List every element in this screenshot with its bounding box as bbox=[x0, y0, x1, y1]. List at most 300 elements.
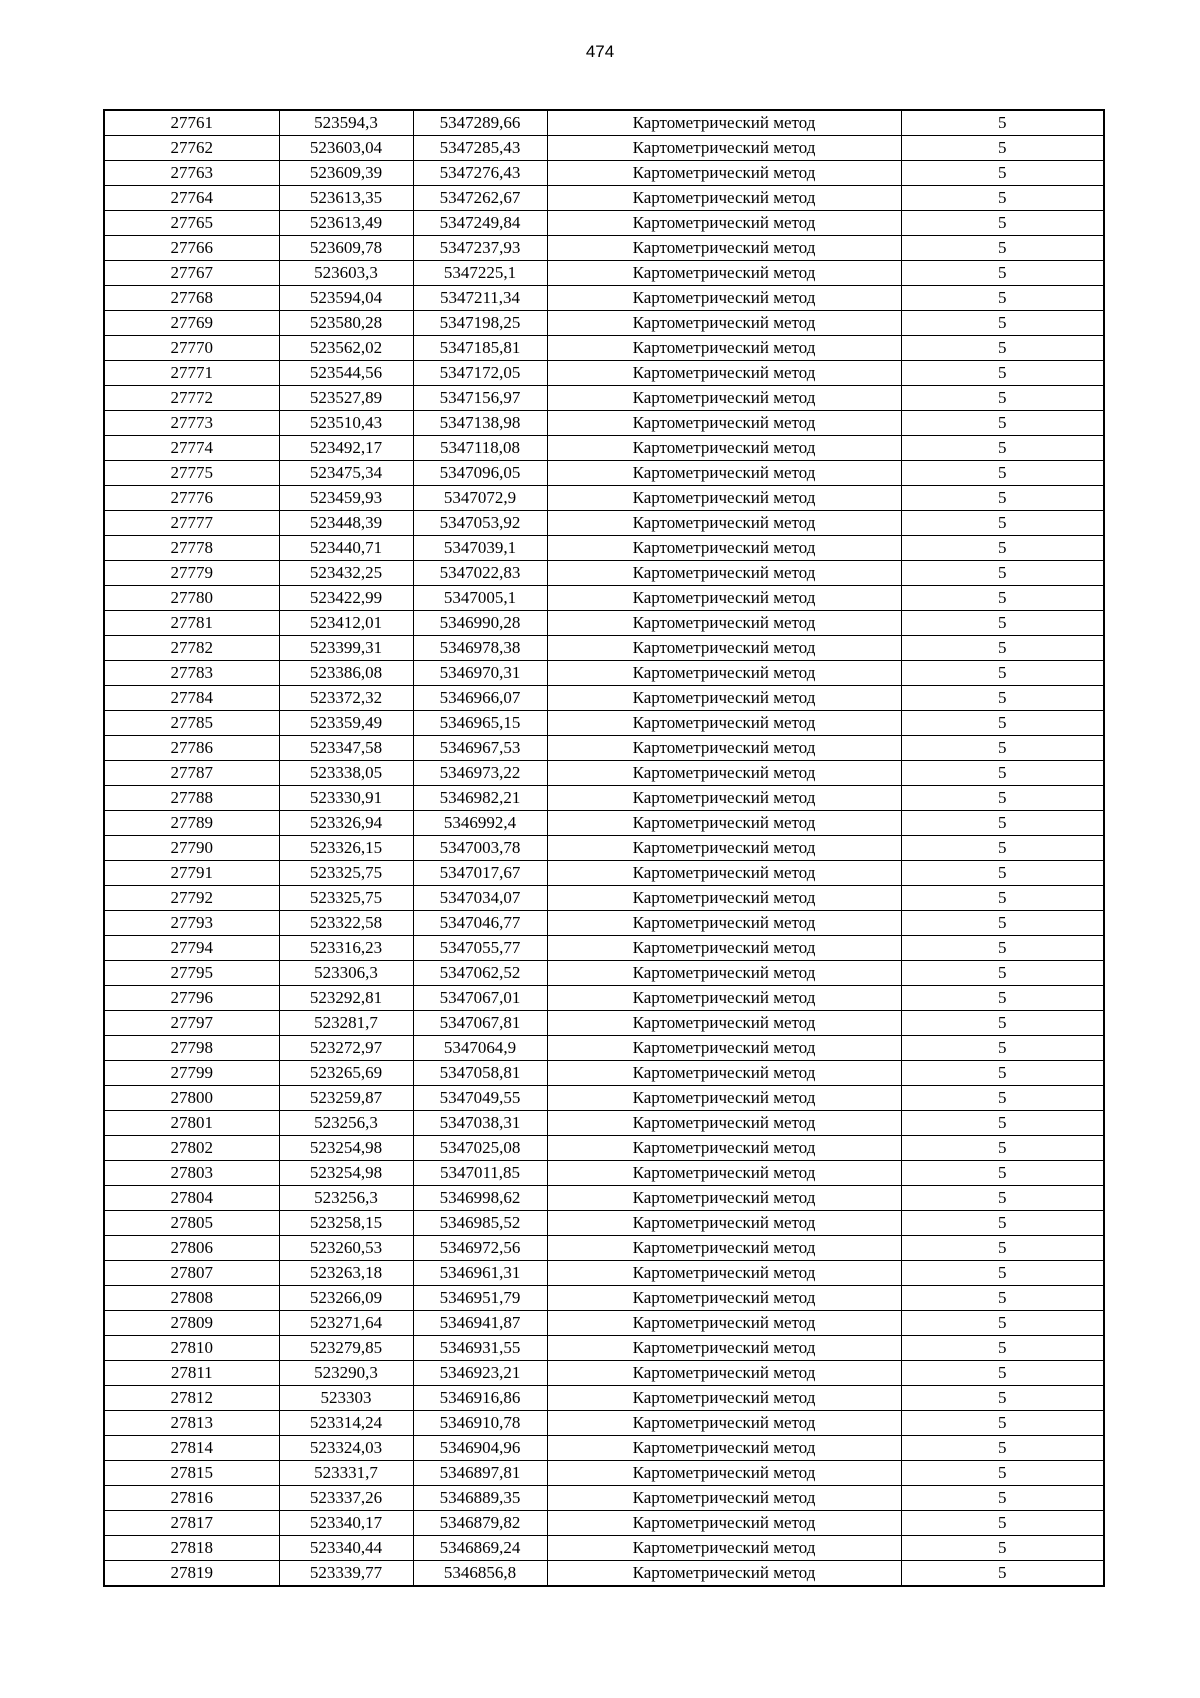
accuracy-cell: 5 bbox=[901, 811, 1104, 836]
point-number-cell: 27781 bbox=[104, 611, 279, 636]
table-row bbox=[104, 1211, 1104, 1236]
table-row bbox=[104, 536, 1104, 561]
point-number-cell: 27788 bbox=[104, 786, 279, 811]
table-row bbox=[104, 711, 1104, 736]
y-coordinate-cell: 5346967,53 bbox=[413, 736, 547, 761]
y-coordinate-cell: 5346910,78 bbox=[413, 1411, 547, 1436]
method-cell: Картометрический метод bbox=[547, 1311, 901, 1336]
table-row bbox=[104, 986, 1104, 1011]
accuracy-cell: 5 bbox=[901, 211, 1104, 236]
accuracy-cell: 5 bbox=[901, 186, 1104, 211]
method-cell: Картометрический метод bbox=[547, 861, 901, 886]
accuracy-cell: 5 bbox=[901, 311, 1104, 336]
table-row bbox=[104, 336, 1104, 361]
accuracy-cell: 5 bbox=[901, 1361, 1104, 1386]
table-row bbox=[104, 1086, 1104, 1111]
x-coordinate-cell: 523306,3 bbox=[279, 961, 413, 986]
point-number-cell: 27819 bbox=[104, 1561, 279, 1587]
method-cell: Картометрический метод bbox=[547, 411, 901, 436]
point-number-cell: 27795 bbox=[104, 961, 279, 986]
x-coordinate-cell: 523492,17 bbox=[279, 436, 413, 461]
x-coordinate-cell: 523325,75 bbox=[279, 886, 413, 911]
y-coordinate-cell: 5347185,81 bbox=[413, 336, 547, 361]
x-coordinate-cell: 523340,44 bbox=[279, 1536, 413, 1561]
table-row bbox=[104, 236, 1104, 261]
table-row bbox=[104, 636, 1104, 661]
accuracy-cell: 5 bbox=[901, 1436, 1104, 1461]
method-cell: Картометрический метод bbox=[547, 386, 901, 411]
point-number-cell: 27797 bbox=[104, 1011, 279, 1036]
accuracy-cell: 5 bbox=[901, 411, 1104, 436]
accuracy-cell: 5 bbox=[901, 436, 1104, 461]
x-coordinate-cell: 523303 bbox=[279, 1386, 413, 1411]
point-number-cell: 27773 bbox=[104, 411, 279, 436]
point-number-cell: 27799 bbox=[104, 1061, 279, 1086]
point-number-cell: 27786 bbox=[104, 736, 279, 761]
x-coordinate-cell: 523527,89 bbox=[279, 386, 413, 411]
table-row bbox=[104, 1036, 1104, 1061]
x-coordinate-cell: 523337,26 bbox=[279, 1486, 413, 1511]
x-coordinate-cell: 523266,09 bbox=[279, 1286, 413, 1311]
table-row bbox=[104, 261, 1104, 286]
y-coordinate-cell: 5347062,52 bbox=[413, 961, 547, 986]
y-coordinate-cell: 5346951,79 bbox=[413, 1286, 547, 1311]
x-coordinate-cell: 523562,02 bbox=[279, 336, 413, 361]
y-coordinate-cell: 5347055,77 bbox=[413, 936, 547, 961]
x-coordinate-cell: 523609,39 bbox=[279, 161, 413, 186]
method-cell: Картометрический метод bbox=[547, 661, 901, 686]
table-row bbox=[104, 786, 1104, 811]
point-number-cell: 27791 bbox=[104, 861, 279, 886]
accuracy-cell: 5 bbox=[901, 361, 1104, 386]
table-row bbox=[104, 461, 1104, 486]
y-coordinate-cell: 5346985,52 bbox=[413, 1211, 547, 1236]
y-coordinate-cell: 5346923,21 bbox=[413, 1361, 547, 1386]
method-cell: Картометрический метод bbox=[547, 1261, 901, 1286]
method-cell: Картометрический метод bbox=[547, 561, 901, 586]
x-coordinate-cell: 523326,15 bbox=[279, 836, 413, 861]
y-coordinate-cell: 5347022,83 bbox=[413, 561, 547, 586]
y-coordinate-cell: 5346992,4 bbox=[413, 811, 547, 836]
table-row bbox=[104, 1111, 1104, 1136]
accuracy-cell: 5 bbox=[901, 961, 1104, 986]
method-cell: Картометрический метод bbox=[547, 761, 901, 786]
table-row bbox=[104, 1461, 1104, 1486]
method-cell: Картометрический метод bbox=[547, 711, 901, 736]
y-coordinate-cell: 5346973,22 bbox=[413, 761, 547, 786]
table-row bbox=[104, 811, 1104, 836]
point-number-cell: 27763 bbox=[104, 161, 279, 186]
method-cell: Картометрический метод bbox=[547, 911, 901, 936]
x-coordinate-cell: 523316,23 bbox=[279, 936, 413, 961]
accuracy-cell: 5 bbox=[901, 336, 1104, 361]
x-coordinate-cell: 523265,69 bbox=[279, 1061, 413, 1086]
y-coordinate-cell: 5347017,67 bbox=[413, 861, 547, 886]
y-coordinate-cell: 5346965,15 bbox=[413, 711, 547, 736]
x-coordinate-cell: 523580,28 bbox=[279, 311, 413, 336]
y-coordinate-cell: 5346869,24 bbox=[413, 1536, 547, 1561]
table-row bbox=[104, 661, 1104, 686]
table-row bbox=[104, 961, 1104, 986]
x-coordinate-cell: 523594,04 bbox=[279, 286, 413, 311]
accuracy-cell: 5 bbox=[901, 1286, 1104, 1311]
accuracy-cell: 5 bbox=[901, 1561, 1104, 1587]
accuracy-cell: 5 bbox=[901, 886, 1104, 911]
y-coordinate-cell: 5346978,38 bbox=[413, 636, 547, 661]
point-number-cell: 27802 bbox=[104, 1136, 279, 1161]
table-row bbox=[104, 1486, 1104, 1511]
accuracy-cell: 5 bbox=[901, 1461, 1104, 1486]
accuracy-cell: 5 bbox=[901, 836, 1104, 861]
accuracy-cell: 5 bbox=[901, 486, 1104, 511]
y-coordinate-cell: 5347067,81 bbox=[413, 1011, 547, 1036]
method-cell: Картометрический метод bbox=[547, 1111, 901, 1136]
method-cell: Картометрический метод bbox=[547, 736, 901, 761]
accuracy-cell: 5 bbox=[901, 636, 1104, 661]
table-row bbox=[104, 1411, 1104, 1436]
y-coordinate-cell: 5346970,31 bbox=[413, 661, 547, 686]
y-coordinate-cell: 5347225,1 bbox=[413, 261, 547, 286]
table-row bbox=[104, 1436, 1104, 1461]
x-coordinate-cell: 523330,91 bbox=[279, 786, 413, 811]
y-coordinate-cell: 5346941,87 bbox=[413, 1311, 547, 1336]
method-cell: Картометрический метод bbox=[547, 536, 901, 561]
y-coordinate-cell: 5346904,96 bbox=[413, 1436, 547, 1461]
method-cell: Картометрический метод bbox=[547, 211, 901, 236]
y-coordinate-cell: 5347285,43 bbox=[413, 136, 547, 161]
method-cell: Картометрический метод bbox=[547, 1561, 901, 1587]
x-coordinate-cell: 523338,05 bbox=[279, 761, 413, 786]
y-coordinate-cell: 5347198,25 bbox=[413, 311, 547, 336]
x-coordinate-cell: 523322,58 bbox=[279, 911, 413, 936]
y-coordinate-cell: 5347156,97 bbox=[413, 386, 547, 411]
point-number-cell: 27808 bbox=[104, 1286, 279, 1311]
method-cell: Картометрический метод bbox=[547, 1161, 901, 1186]
point-number-cell: 27771 bbox=[104, 361, 279, 386]
x-coordinate-cell: 523314,24 bbox=[279, 1411, 413, 1436]
x-coordinate-cell: 523259,87 bbox=[279, 1086, 413, 1111]
accuracy-cell: 5 bbox=[901, 236, 1104, 261]
method-cell: Картометрический метод bbox=[547, 336, 901, 361]
accuracy-cell: 5 bbox=[901, 1536, 1104, 1561]
point-number-cell: 27816 bbox=[104, 1486, 279, 1511]
point-number-cell: 27812 bbox=[104, 1386, 279, 1411]
table-row bbox=[104, 1536, 1104, 1561]
accuracy-cell: 5 bbox=[901, 1036, 1104, 1061]
x-coordinate-cell: 523258,15 bbox=[279, 1211, 413, 1236]
table-row bbox=[104, 1061, 1104, 1086]
accuracy-cell: 5 bbox=[901, 386, 1104, 411]
method-cell: Картометрический метод bbox=[547, 136, 901, 161]
y-coordinate-cell: 5347005,1 bbox=[413, 586, 547, 611]
x-coordinate-cell: 523432,25 bbox=[279, 561, 413, 586]
y-coordinate-cell: 5347067,01 bbox=[413, 986, 547, 1011]
table-row bbox=[104, 586, 1104, 611]
method-cell: Картометрический метод bbox=[547, 686, 901, 711]
x-coordinate-cell: 523331,7 bbox=[279, 1461, 413, 1486]
x-coordinate-cell: 523325,75 bbox=[279, 861, 413, 886]
accuracy-cell: 5 bbox=[901, 286, 1104, 311]
method-cell: Картометрический метод bbox=[547, 811, 901, 836]
table-row bbox=[104, 110, 1104, 136]
accuracy-cell: 5 bbox=[901, 611, 1104, 636]
method-cell: Картометрический метод bbox=[547, 1486, 901, 1511]
method-cell: Картометрический метод bbox=[547, 1336, 901, 1361]
point-number-cell: 27810 bbox=[104, 1336, 279, 1361]
table-row bbox=[104, 511, 1104, 536]
y-coordinate-cell: 5346897,81 bbox=[413, 1461, 547, 1486]
table-row bbox=[104, 361, 1104, 386]
table-row bbox=[104, 611, 1104, 636]
accuracy-cell: 5 bbox=[901, 736, 1104, 761]
table-row bbox=[104, 736, 1104, 761]
method-cell: Картометрический метод bbox=[547, 311, 901, 336]
table-row bbox=[104, 836, 1104, 861]
table-row bbox=[104, 1011, 1104, 1036]
y-coordinate-cell: 5347138,98 bbox=[413, 411, 547, 436]
table-row bbox=[104, 686, 1104, 711]
method-cell: Картометрический метод bbox=[547, 1461, 901, 1486]
x-coordinate-cell: 523603,04 bbox=[279, 136, 413, 161]
table-row bbox=[104, 936, 1104, 961]
x-coordinate-cell: 523422,99 bbox=[279, 586, 413, 611]
y-coordinate-cell: 5346931,55 bbox=[413, 1336, 547, 1361]
point-number-cell: 27762 bbox=[104, 136, 279, 161]
x-coordinate-cell: 523613,49 bbox=[279, 211, 413, 236]
x-coordinate-cell: 523459,93 bbox=[279, 486, 413, 511]
table-row bbox=[104, 136, 1104, 161]
table-row bbox=[104, 1161, 1104, 1186]
accuracy-cell: 5 bbox=[901, 1111, 1104, 1136]
x-coordinate-cell: 523260,53 bbox=[279, 1236, 413, 1261]
point-number-cell: 27784 bbox=[104, 686, 279, 711]
point-number-cell: 27769 bbox=[104, 311, 279, 336]
point-number-cell: 27775 bbox=[104, 461, 279, 486]
y-coordinate-cell: 5347003,78 bbox=[413, 836, 547, 861]
x-coordinate-cell: 523603,3 bbox=[279, 261, 413, 286]
x-coordinate-cell: 523324,03 bbox=[279, 1436, 413, 1461]
y-coordinate-cell: 5346990,28 bbox=[413, 611, 547, 636]
x-coordinate-cell: 523292,81 bbox=[279, 986, 413, 1011]
point-number-cell: 27807 bbox=[104, 1261, 279, 1286]
x-coordinate-cell: 523326,94 bbox=[279, 811, 413, 836]
accuracy-cell: 5 bbox=[901, 161, 1104, 186]
method-cell: Картометрический метод bbox=[547, 261, 901, 286]
x-coordinate-cell: 523448,39 bbox=[279, 511, 413, 536]
point-number-cell: 27780 bbox=[104, 586, 279, 611]
x-coordinate-cell: 523256,3 bbox=[279, 1186, 413, 1211]
y-coordinate-cell: 5347249,84 bbox=[413, 211, 547, 236]
x-coordinate-cell: 523254,98 bbox=[279, 1136, 413, 1161]
table-row bbox=[104, 211, 1104, 236]
accuracy-cell: 5 bbox=[901, 1511, 1104, 1536]
x-coordinate-cell: 523254,98 bbox=[279, 1161, 413, 1186]
method-cell: Картометрический метод bbox=[547, 1211, 901, 1236]
method-cell: Картометрический метод bbox=[547, 886, 901, 911]
x-coordinate-cell: 523359,49 bbox=[279, 711, 413, 736]
table-row bbox=[104, 486, 1104, 511]
method-cell: Картометрический метод bbox=[547, 361, 901, 386]
x-coordinate-cell: 523372,32 bbox=[279, 686, 413, 711]
point-number-cell: 27770 bbox=[104, 336, 279, 361]
y-coordinate-cell: 5346966,07 bbox=[413, 686, 547, 711]
point-number-cell: 27796 bbox=[104, 986, 279, 1011]
y-coordinate-cell: 5347053,92 bbox=[413, 511, 547, 536]
table-row bbox=[104, 1561, 1104, 1587]
accuracy-cell: 5 bbox=[901, 761, 1104, 786]
accuracy-cell: 5 bbox=[901, 686, 1104, 711]
accuracy-cell: 5 bbox=[901, 1486, 1104, 1511]
x-coordinate-cell: 523290,3 bbox=[279, 1361, 413, 1386]
method-cell: Картометрический метод bbox=[547, 586, 901, 611]
table-row bbox=[104, 1386, 1104, 1411]
accuracy-cell: 5 bbox=[901, 1086, 1104, 1111]
y-coordinate-cell: 5347096,05 bbox=[413, 461, 547, 486]
point-number-cell: 27814 bbox=[104, 1436, 279, 1461]
table-row bbox=[104, 1261, 1104, 1286]
point-number-cell: 27805 bbox=[104, 1211, 279, 1236]
method-cell: Картометрический метод bbox=[547, 236, 901, 261]
y-coordinate-cell: 5347262,67 bbox=[413, 186, 547, 211]
method-cell: Картометрический метод bbox=[547, 1086, 901, 1111]
y-coordinate-cell: 5346856,8 bbox=[413, 1561, 547, 1587]
point-number-cell: 27811 bbox=[104, 1361, 279, 1386]
point-number-cell: 27793 bbox=[104, 911, 279, 936]
y-coordinate-cell: 5346998,62 bbox=[413, 1186, 547, 1211]
accuracy-cell: 5 bbox=[901, 986, 1104, 1011]
table-row bbox=[104, 1311, 1104, 1336]
method-cell: Картометрический метод bbox=[547, 1136, 901, 1161]
table-row bbox=[104, 1286, 1104, 1311]
accuracy-cell: 5 bbox=[901, 136, 1104, 161]
y-coordinate-cell: 5346916,86 bbox=[413, 1386, 547, 1411]
coordinates-table-body bbox=[104, 110, 1104, 1586]
point-number-cell: 27818 bbox=[104, 1536, 279, 1561]
point-number-cell: 27794 bbox=[104, 936, 279, 961]
accuracy-cell: 5 bbox=[901, 1186, 1104, 1211]
x-coordinate-cell: 523594,3 bbox=[279, 110, 413, 136]
y-coordinate-cell: 5347072,9 bbox=[413, 486, 547, 511]
y-coordinate-cell: 5347276,43 bbox=[413, 161, 547, 186]
x-coordinate-cell: 523510,43 bbox=[279, 411, 413, 436]
x-coordinate-cell: 523339,77 bbox=[279, 1561, 413, 1587]
method-cell: Картометрический метод bbox=[547, 1361, 901, 1386]
y-coordinate-cell: 5347118,08 bbox=[413, 436, 547, 461]
x-coordinate-cell: 523271,64 bbox=[279, 1311, 413, 1336]
y-coordinate-cell: 5346889,35 bbox=[413, 1486, 547, 1511]
point-number-cell: 27779 bbox=[104, 561, 279, 586]
method-cell: Картометрический метод bbox=[547, 486, 901, 511]
page-number: 474 bbox=[585, 42, 615, 61]
coordinates-table bbox=[103, 109, 1105, 1587]
x-coordinate-cell: 523544,56 bbox=[279, 361, 413, 386]
method-cell: Картометрический метод bbox=[547, 636, 901, 661]
y-coordinate-cell: 5347289,66 bbox=[413, 110, 547, 136]
method-cell: Картометрический метод bbox=[547, 836, 901, 861]
method-cell: Картометрический метод bbox=[547, 786, 901, 811]
point-number-cell: 27792 bbox=[104, 886, 279, 911]
x-coordinate-cell: 523281,7 bbox=[279, 1011, 413, 1036]
accuracy-cell: 5 bbox=[901, 511, 1104, 536]
point-number-cell: 27817 bbox=[104, 1511, 279, 1536]
y-coordinate-cell: 5347025,08 bbox=[413, 1136, 547, 1161]
point-number-cell: 27765 bbox=[104, 211, 279, 236]
point-number-cell: 27768 bbox=[104, 286, 279, 311]
method-cell: Картометрический метод bbox=[547, 1061, 901, 1086]
point-number-cell: 27789 bbox=[104, 811, 279, 836]
table-row bbox=[104, 1236, 1104, 1261]
point-number-cell: 27785 bbox=[104, 711, 279, 736]
table-row bbox=[104, 436, 1104, 461]
table-row bbox=[104, 1336, 1104, 1361]
y-coordinate-cell: 5347034,07 bbox=[413, 886, 547, 911]
method-cell: Картометрический метод bbox=[547, 611, 901, 636]
table-row bbox=[104, 1511, 1104, 1536]
point-number-cell: 27777 bbox=[104, 511, 279, 536]
table-row bbox=[104, 861, 1104, 886]
y-coordinate-cell: 5347038,31 bbox=[413, 1111, 547, 1136]
accuracy-cell: 5 bbox=[901, 1161, 1104, 1186]
point-number-cell: 27800 bbox=[104, 1086, 279, 1111]
y-coordinate-cell: 5347058,81 bbox=[413, 1061, 547, 1086]
method-cell: Картометрический метод bbox=[547, 961, 901, 986]
point-number-cell: 27813 bbox=[104, 1411, 279, 1436]
method-cell: Картометрический метод bbox=[547, 461, 901, 486]
x-coordinate-cell: 523272,97 bbox=[279, 1036, 413, 1061]
method-cell: Картометрический метод bbox=[547, 1186, 901, 1211]
method-cell: Картометрический метод bbox=[547, 936, 901, 961]
y-coordinate-cell: 5346972,56 bbox=[413, 1236, 547, 1261]
y-coordinate-cell: 5346961,31 bbox=[413, 1261, 547, 1286]
x-coordinate-cell: 523440,71 bbox=[279, 536, 413, 561]
accuracy-cell: 5 bbox=[901, 911, 1104, 936]
accuracy-cell: 5 bbox=[901, 1411, 1104, 1436]
method-cell: Картометрический метод bbox=[547, 110, 901, 136]
point-number-cell: 27778 bbox=[104, 536, 279, 561]
accuracy-cell: 5 bbox=[901, 536, 1104, 561]
accuracy-cell: 5 bbox=[901, 1261, 1104, 1286]
y-coordinate-cell: 5347237,93 bbox=[413, 236, 547, 261]
table-row bbox=[104, 411, 1104, 436]
accuracy-cell: 5 bbox=[901, 861, 1104, 886]
method-cell: Картометрический метод bbox=[547, 286, 901, 311]
accuracy-cell: 5 bbox=[901, 110, 1104, 136]
x-coordinate-cell: 523263,18 bbox=[279, 1261, 413, 1286]
y-coordinate-cell: 5347011,85 bbox=[413, 1161, 547, 1186]
x-coordinate-cell: 523475,34 bbox=[279, 461, 413, 486]
accuracy-cell: 5 bbox=[901, 1386, 1104, 1411]
accuracy-cell: 5 bbox=[901, 936, 1104, 961]
x-coordinate-cell: 523412,01 bbox=[279, 611, 413, 636]
accuracy-cell: 5 bbox=[901, 786, 1104, 811]
x-coordinate-cell: 523256,3 bbox=[279, 1111, 413, 1136]
point-number-cell: 27782 bbox=[104, 636, 279, 661]
method-cell: Картометрический метод bbox=[547, 1536, 901, 1561]
y-coordinate-cell: 5347172,05 bbox=[413, 361, 547, 386]
point-number-cell: 27772 bbox=[104, 386, 279, 411]
point-number-cell: 27766 bbox=[104, 236, 279, 261]
point-number-cell: 27801 bbox=[104, 1111, 279, 1136]
accuracy-cell: 5 bbox=[901, 1011, 1104, 1036]
table-row bbox=[104, 561, 1104, 586]
accuracy-cell: 5 bbox=[901, 461, 1104, 486]
method-cell: Картометрический метод bbox=[547, 1436, 901, 1461]
y-coordinate-cell: 5347046,77 bbox=[413, 911, 547, 936]
table-row bbox=[104, 186, 1104, 211]
point-number-cell: 27809 bbox=[104, 1311, 279, 1336]
accuracy-cell: 5 bbox=[901, 711, 1104, 736]
method-cell: Картометрический метод bbox=[547, 986, 901, 1011]
